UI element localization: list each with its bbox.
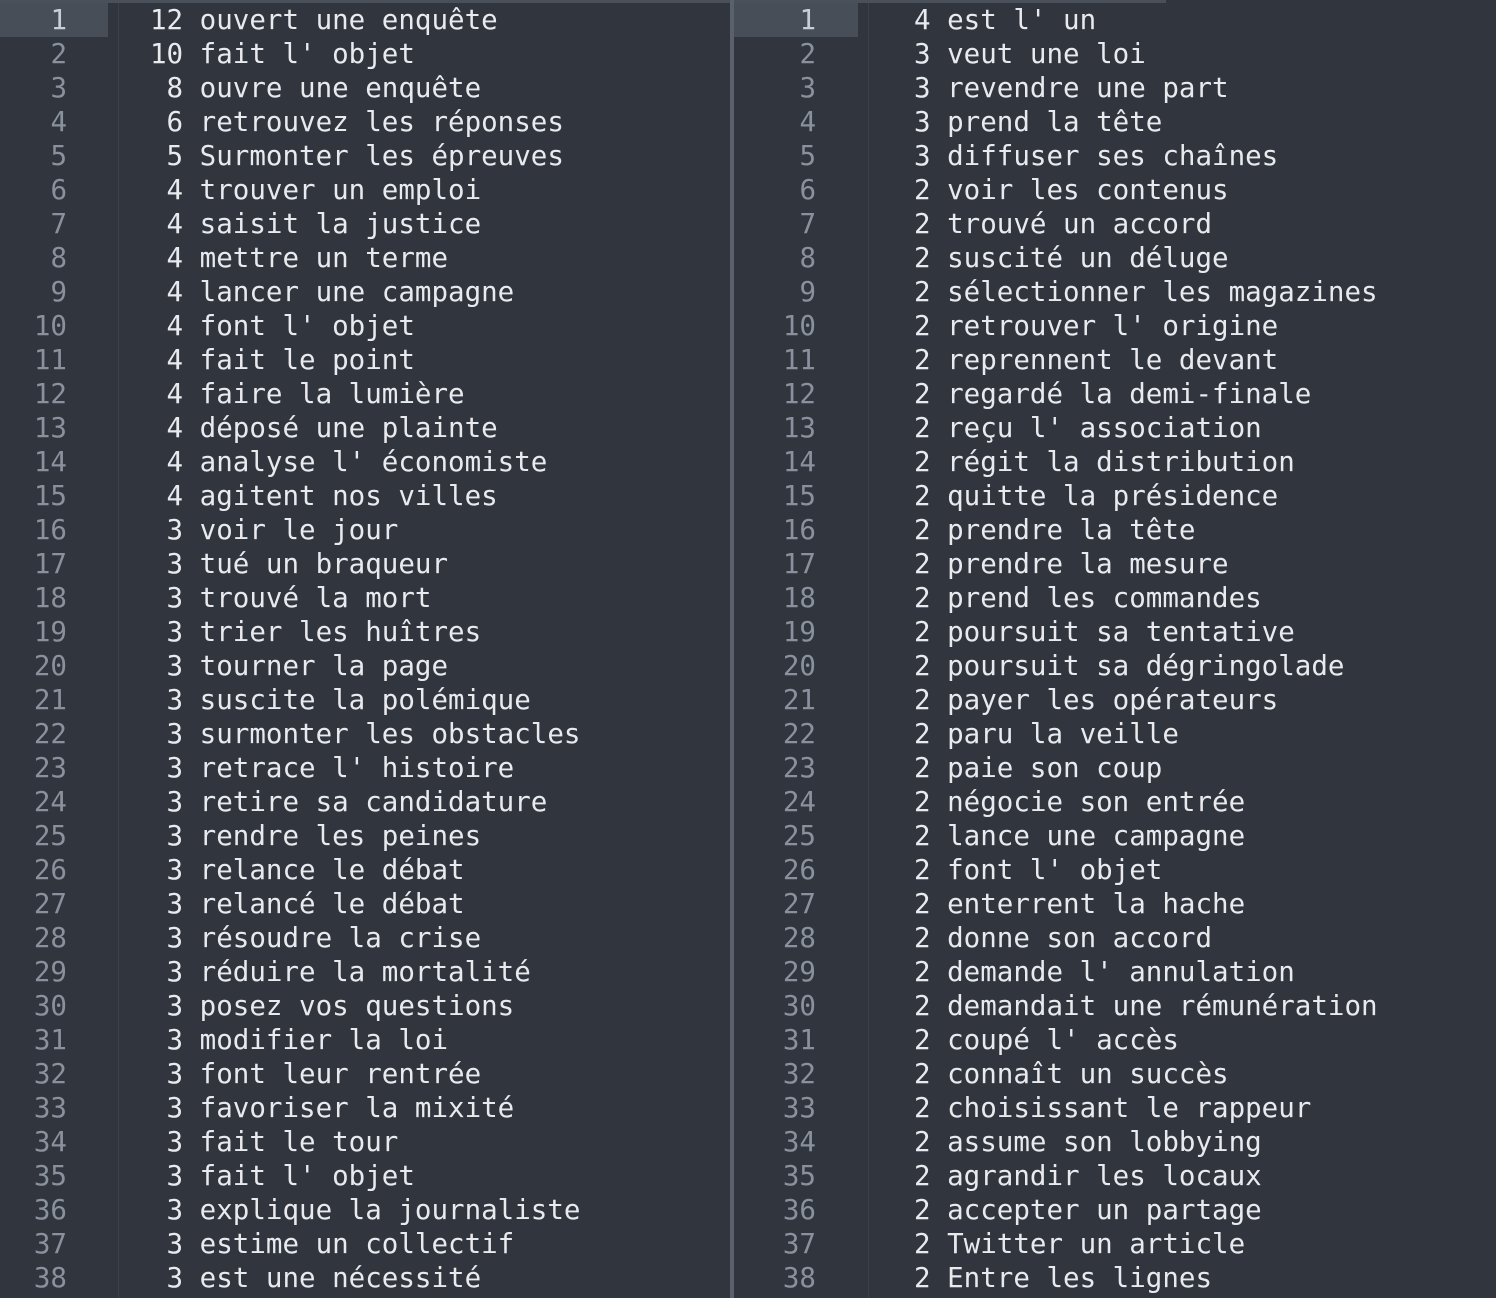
code-line[interactable]: [734, 1227, 1496, 1261]
code-line[interactable]: [734, 37, 1496, 71]
line-number: 25: [33, 820, 67, 852]
line-text[interactable]: 3 font leur rentrée: [150, 1058, 482, 1090]
line-text[interactable]: 2 reprennent le devant: [914, 344, 1279, 376]
code-line[interactable]: [734, 581, 1496, 615]
code-line[interactable]: [0, 3, 730, 37]
code-line[interactable]: [734, 377, 1496, 411]
code-line[interactable]: [0, 1193, 730, 1227]
code-line[interactable]: [0, 275, 730, 309]
line-number: 17: [782, 548, 816, 580]
line-number: 8: [799, 242, 816, 274]
line-number: 32: [782, 1058, 816, 1090]
line-number: 8: [50, 242, 67, 274]
line-number: 15: [782, 480, 816, 512]
code-line[interactable]: [0, 241, 730, 275]
line-number: 28: [782, 922, 816, 954]
code-line[interactable]: [0, 751, 730, 785]
line-number: 20: [782, 650, 816, 682]
line-number: 11: [782, 344, 816, 376]
line-number: 34: [33, 1126, 67, 1158]
line-text[interactable]: 3 relance le débat: [150, 854, 465, 886]
line-text[interactable]: 3 trouvé la mort: [150, 582, 432, 614]
line-number: 4: [799, 106, 816, 138]
code-line[interactable]: [0, 819, 730, 853]
line-text[interactable]: 2 demande l' annulation: [914, 956, 1295, 988]
code-line[interactable]: [0, 1227, 730, 1261]
code-line[interactable]: [0, 853, 730, 887]
line-number: 14: [33, 446, 67, 478]
line-text[interactable]: 2 connaît un succès: [914, 1058, 1229, 1090]
code-line[interactable]: [734, 955, 1496, 989]
line-number: 12: [33, 378, 67, 410]
code-line[interactable]: [734, 989, 1496, 1023]
code-line[interactable]: [734, 1091, 1496, 1125]
line-number: 30: [33, 990, 67, 1022]
line-text[interactable]: 3 explique la journaliste: [150, 1194, 581, 1226]
text-area[interactable]: [0, 3, 730, 1295]
line-number: 36: [33, 1194, 67, 1226]
line-text[interactable]: 10 fait l' objet: [150, 38, 415, 70]
code-line[interactable]: [734, 3, 1496, 37]
code-line[interactable]: [0, 649, 730, 683]
line-number: 31: [782, 1024, 816, 1056]
line-text[interactable]: 2 agrandir les locaux: [914, 1160, 1262, 1192]
line-text[interactable]: 2 Entre les lignes: [914, 1262, 1213, 1294]
line-text[interactable]: 2 assume son lobbying: [914, 1126, 1262, 1158]
code-line[interactable]: [734, 139, 1496, 173]
code-line[interactable]: [734, 411, 1496, 445]
line-text[interactable]: 4 analyse l' économiste: [150, 446, 548, 478]
line-text[interactable]: 3 retrace l' histoire: [150, 752, 515, 784]
line-text[interactable]: 2 regardé la demi-finale: [914, 378, 1312, 410]
line-text[interactable]: 4 déposé une plainte: [150, 412, 498, 444]
line-number: 19: [33, 616, 67, 648]
code-line[interactable]: [0, 445, 730, 479]
code-line[interactable]: [734, 1125, 1496, 1159]
code-line[interactable]: [734, 445, 1496, 479]
line-number: 33: [782, 1092, 816, 1124]
line-number: 7: [50, 208, 67, 240]
line-text[interactable]: 3 favoriser la mixité: [150, 1092, 515, 1124]
code-line[interactable]: [734, 1159, 1496, 1193]
line-text[interactable]: 2 donne son accord: [914, 922, 1213, 954]
line-text[interactable]: 2 lance une campagne: [914, 820, 1246, 852]
line-number: 33: [33, 1092, 67, 1124]
code-line[interactable]: [0, 105, 730, 139]
line-text[interactable]: 2 trouvé un accord: [914, 208, 1213, 240]
line-text[interactable]: 4 fait le point: [150, 344, 415, 376]
line-text[interactable]: 4 faire la lumière: [150, 378, 465, 410]
line-text[interactable]: 3 résoudre la crise: [150, 922, 482, 954]
line-number: 15: [33, 480, 67, 512]
code-line[interactable]: [0, 37, 730, 71]
code-line[interactable]: [0, 71, 730, 105]
line-number: 3: [50, 72, 67, 104]
line-text[interactable]: 4 font l' objet: [150, 310, 415, 342]
code-line[interactable]: [0, 377, 730, 411]
line-number: 24: [33, 786, 67, 818]
line-text[interactable]: 2 prendre la tête: [914, 514, 1196, 546]
line-number: 7: [799, 208, 816, 240]
code-line[interactable]: [0, 343, 730, 377]
line-text[interactable]: 4 agitent nos villes: [150, 480, 498, 512]
code-line[interactable]: [734, 207, 1496, 241]
code-line[interactable]: [0, 1023, 730, 1057]
line-number: 20: [33, 650, 67, 682]
code-line[interactable]: [734, 683, 1496, 717]
code-line[interactable]: [734, 1057, 1496, 1091]
line-number: 25: [782, 820, 816, 852]
code-line[interactable]: [734, 819, 1496, 853]
code-line[interactable]: [734, 853, 1496, 887]
line-number: 6: [799, 174, 816, 206]
line-text[interactable]: 12 ouvert une enquête: [150, 4, 498, 36]
line-number: 12: [782, 378, 816, 410]
line-text[interactable]: 3 fait l' objet: [150, 1160, 415, 1192]
line-number: 11: [33, 344, 67, 376]
editor-pane-right[interactable]: [734, 0, 1496, 1298]
line-number: 34: [782, 1126, 816, 1158]
code-line[interactable]: [734, 71, 1496, 105]
code-line[interactable]: [0, 1091, 730, 1125]
code-line[interactable]: [0, 1261, 730, 1295]
line-text[interactable]: 2 régit la distribution: [914, 446, 1295, 478]
code-line[interactable]: [0, 717, 730, 751]
line-text[interactable]: 3 tourner la page: [150, 650, 449, 682]
code-line[interactable]: [0, 785, 730, 819]
code-line[interactable]: [0, 989, 730, 1023]
code-line[interactable]: [0, 479, 730, 513]
line-text[interactable]: 2 poursuit sa tentative: [914, 616, 1295, 648]
line-text[interactable]: 3 prend la tête: [914, 106, 1163, 138]
code-line[interactable]: [734, 173, 1496, 207]
line-text[interactable]: 3 réduire la mortalité: [150, 956, 531, 988]
line-text[interactable]: 3 retire sa candidature: [150, 786, 548, 818]
line-number: 27: [33, 888, 67, 920]
code-line[interactable]: [0, 1057, 730, 1091]
line-number: 21: [782, 684, 816, 716]
line-number: 10: [782, 310, 816, 342]
line-number: 14: [782, 446, 816, 478]
text-area[interactable]: [734, 3, 1496, 1295]
code-line[interactable]: [734, 1193, 1496, 1227]
line-number: 38: [782, 1262, 816, 1294]
line-text[interactable]: 2 payer les opérateurs: [914, 684, 1279, 716]
line-number: 9: [799, 276, 816, 308]
line-text[interactable]: 3 revendre une part: [914, 72, 1229, 104]
line-text[interactable]: 2 prend les commandes: [914, 582, 1262, 614]
code-line[interactable]: [734, 479, 1496, 513]
line-number: 18: [782, 582, 816, 614]
line-text[interactable]: 3 estime un collectif: [150, 1228, 515, 1260]
line-number: 2: [799, 38, 816, 70]
code-line[interactable]: [734, 309, 1496, 343]
code-line[interactable]: [0, 581, 730, 615]
line-number: 38: [33, 1262, 67, 1294]
line-text[interactable]: 4 est l' un: [914, 4, 1097, 36]
line-text[interactable]: 2 Twitter un article: [914, 1228, 1246, 1260]
line-number: 29: [782, 956, 816, 988]
line-text[interactable]: 4 mettre un terme: [150, 242, 449, 274]
code-line[interactable]: [0, 173, 730, 207]
line-text[interactable]: 3 rendre les peines: [150, 820, 482, 852]
line-text[interactable]: 3 suscite la polémique: [150, 684, 531, 716]
line-number: 36: [782, 1194, 816, 1226]
line-number: 3: [799, 72, 816, 104]
line-text[interactable]: 3 surmonter les obstacles: [150, 718, 581, 750]
line-number: 31: [33, 1024, 67, 1056]
line-text[interactable]: 2 demandait une rémunération: [914, 990, 1378, 1022]
code-line[interactable]: [0, 547, 730, 581]
line-text[interactable]: 3 est une nécessité: [150, 1262, 482, 1294]
line-text[interactable]: 8 ouvre une enquête: [150, 72, 482, 104]
line-text[interactable]: 3 posez vos questions: [150, 990, 515, 1022]
code-line[interactable]: [734, 921, 1496, 955]
code-line[interactable]: [734, 785, 1496, 819]
line-number: 16: [782, 514, 816, 546]
code-line[interactable]: [0, 955, 730, 989]
line-text[interactable]: 3 voir le jour: [150, 514, 399, 546]
line-text[interactable]: 2 accepter un partage: [914, 1194, 1262, 1226]
code-line[interactable]: [0, 309, 730, 343]
line-text[interactable]: 3 veut une loi: [914, 38, 1146, 70]
code-line[interactable]: [734, 241, 1496, 275]
line-text[interactable]: 3 tué un braqueur: [150, 548, 449, 580]
line-text[interactable]: 5 Surmonter les épreuves: [150, 140, 564, 172]
line-number: 21: [33, 684, 67, 716]
code-line[interactable]: [0, 139, 730, 173]
line-number: 22: [782, 718, 816, 750]
code-line[interactable]: [734, 547, 1496, 581]
line-number: 5: [799, 140, 816, 172]
line-text[interactable]: 2 choisissant le rappeur: [914, 1092, 1312, 1124]
code-line[interactable]: [0, 1159, 730, 1193]
line-number: 13: [782, 412, 816, 444]
code-line[interactable]: [734, 1261, 1496, 1295]
line-text[interactable]: 2 coupé l' accès: [914, 1024, 1179, 1056]
code-line[interactable]: [734, 649, 1496, 683]
line-text[interactable]: 4 saisit la justice: [150, 208, 482, 240]
code-line[interactable]: [0, 411, 730, 445]
code-line[interactable]: [0, 615, 730, 649]
code-line[interactable]: [734, 105, 1496, 139]
line-text[interactable]: 4 trouver un emploi: [150, 174, 482, 206]
line-number: 27: [782, 888, 816, 920]
line-text[interactable]: 3 diffuser ses chaînes: [914, 140, 1279, 172]
line-text[interactable]: 2 voir les contenus: [914, 174, 1229, 206]
line-text[interactable]: 2 retrouver l' origine: [914, 310, 1279, 342]
line-number: 22: [33, 718, 67, 750]
code-line[interactable]: [734, 717, 1496, 751]
code-line[interactable]: [0, 513, 730, 547]
code-line[interactable]: [0, 207, 730, 241]
line-number: 30: [782, 990, 816, 1022]
line-text[interactable]: 2 négocie son entrée: [914, 786, 1246, 818]
line-number: 24: [782, 786, 816, 818]
line-text[interactable]: 2 paru la veille: [914, 718, 1179, 750]
line-number: 19: [782, 616, 816, 648]
line-text[interactable]: 2 quitte la présidence: [914, 480, 1279, 512]
line-number: 32: [33, 1058, 67, 1090]
line-text[interactable]: 3 trier les huîtres: [150, 616, 482, 648]
line-number: 17: [33, 548, 67, 580]
line-text[interactable]: 3 fait le tour: [150, 1126, 399, 1158]
line-text[interactable]: 2 reçu l' association: [914, 412, 1262, 444]
line-text[interactable]: 6 retrouvez les réponses: [150, 106, 564, 138]
line-number: 23: [782, 752, 816, 784]
line-number: 16: [33, 514, 67, 546]
line-text[interactable]: 2 suscité un déluge: [914, 242, 1229, 274]
code-line[interactable]: [734, 343, 1496, 377]
code-line[interactable]: [0, 1125, 730, 1159]
code-line[interactable]: [0, 921, 730, 955]
line-number: 26: [33, 854, 67, 886]
line-text[interactable]: 3 modifier la loi: [150, 1024, 449, 1056]
editor-pane-left[interactable]: [0, 0, 730, 1298]
line-number: 26: [782, 854, 816, 886]
line-number: 37: [33, 1228, 67, 1260]
code-line[interactable]: [734, 1023, 1496, 1057]
line-text[interactable]: 2 prendre la mesure: [914, 548, 1229, 580]
line-number: 1: [50, 4, 67, 36]
line-number: 1: [799, 4, 816, 36]
line-number: 35: [782, 1160, 816, 1192]
line-number: 13: [33, 412, 67, 444]
line-text[interactable]: 2 paie son coup: [914, 752, 1163, 784]
line-text[interactable]: 2 font l' objet: [914, 854, 1163, 886]
line-text[interactable]: 2 poursuit sa dégringolade: [914, 650, 1345, 682]
line-text[interactable]: 4 lancer une campagne: [150, 276, 515, 308]
line-number: 29: [33, 956, 67, 988]
line-text[interactable]: 2 sélectionner les magazines: [914, 276, 1378, 308]
line-text[interactable]: 3 relancé le débat: [150, 888, 465, 920]
line-number: 23: [33, 752, 67, 784]
line-number: 6: [50, 174, 67, 206]
line-number: 10: [33, 310, 67, 342]
line-number: 5: [50, 140, 67, 172]
line-number: 2: [50, 38, 67, 70]
code-line[interactable]: [734, 887, 1496, 921]
line-number: 35: [33, 1160, 67, 1192]
line-number: 37: [782, 1228, 816, 1260]
line-number: 9: [50, 276, 67, 308]
line-number: 4: [50, 106, 67, 138]
code-line[interactable]: [734, 275, 1496, 309]
code-line[interactable]: [0, 683, 730, 717]
code-line[interactable]: [734, 751, 1496, 785]
code-line[interactable]: [734, 513, 1496, 547]
line-number: 28: [33, 922, 67, 954]
code-line[interactable]: [0, 887, 730, 921]
line-text[interactable]: 2 enterrent la hache: [914, 888, 1246, 920]
code-line[interactable]: [734, 615, 1496, 649]
line-number: 18: [33, 582, 67, 614]
